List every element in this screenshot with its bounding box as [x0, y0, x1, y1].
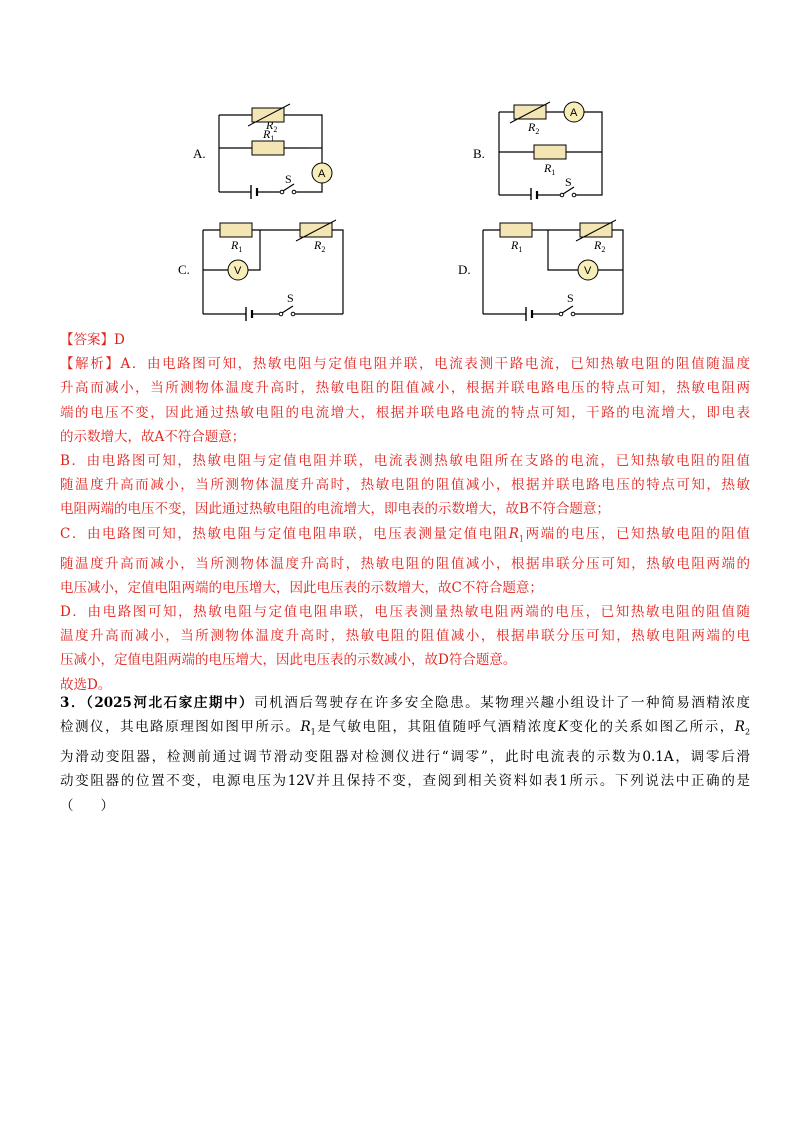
voltmeter-icon-d: V [584, 265, 592, 277]
analysis-b-line-2: 随温度升高而减小，当所测物体温度升高时，热敏电阻的阻值减小，根据并联电路电压的特点可知，热敏 [60, 477, 750, 494]
analysis-a-line-3: 端的电压不变，因此通过热敏电阻的电流增大，根据并联电路电流的特点可知，干路的电流增大，即电表 [60, 404, 750, 421]
r1-label-b: $R_1$ [544, 161, 556, 177]
switch-label-a: S [285, 172, 292, 186]
switch-label-d: S [567, 291, 574, 305]
analysis-c-line-1-pre: C．由电路图可知，热敏电阻与定值电阻串联，电压表测量定值电阻 [60, 525, 509, 542]
ammeter-icon-b: A [570, 107, 578, 119]
analysis-d-line-1: D．由电路图可知，热敏电阻与定值电阻串联，电压表测量热敏电阻两端的电压，已知热敏电阻的阻值随 [60, 603, 750, 620]
analysis-d-line-3: 压减小，定值电阻两端的电压增大，因此电压表的示数减小，故D符合题意。 [60, 652, 517, 669]
r1-label-d: $R_1$ [511, 238, 523, 254]
question-3-r1-var: R [300, 719, 311, 736]
r1-label-c: $R_1$ [231, 238, 243, 254]
question-3-line-1-text: 司机酒后驾驶存在许多安全隐患。某物理兴趣小组设计了一种简易酒精浓度 [254, 695, 750, 711]
analysis-c-line-3: 电压减小，定值电阻两端的电压增大，因此电压表的示数增大，故C不符合题意； [60, 579, 543, 596]
answer-line [60, 328, 750, 352]
analysis-b-line-1: B．由电路图可知，热敏电阻与定值电阻并联，电流表测热敏电阻所在支路的电流，已知热敏电阻的阻值 [60, 453, 750, 470]
voltmeter-icon-c: V [234, 265, 242, 277]
question-3-line-4: 动变阻器的位置不变，电源电压为12V并且保持不变，查阅到相关资料如表1所示。下列说法中正确的是 [60, 773, 750, 790]
question-3-k-var: K [557, 719, 568, 736]
r1-label-a: $R_1$ [263, 127, 275, 143]
analysis-c-var: R [508, 525, 519, 542]
r2-label-d: $R_2$ [594, 238, 606, 254]
analysis-d-line-2: 温度升高而减小，当所测物体温度升高时，热敏电阻的阻值减小，根据串联分压可知，热敏电阻两端的电 [60, 628, 750, 645]
analysis-c-line-1 [60, 522, 750, 552]
circuit-diagram-b [494, 100, 614, 200]
question-3-line-5: （ ） [60, 797, 114, 814]
question-3-r1-sub: 1 [310, 727, 316, 737]
analysis-tag: 【解析】 [60, 356, 121, 373]
option-c-label: C. [178, 262, 190, 277]
question-3-r2-var: R [734, 719, 745, 736]
r2-label-b: $R_2$ [528, 120, 540, 136]
question-3-line-2-pre: 检测仪，其电路原理图如图甲所示。 [60, 719, 301, 736]
question-3-number: 3． [60, 695, 87, 711]
option-d-label: D. [458, 262, 471, 277]
analysis-a-line-2: 升高而减小，当所测物体温度升高时，热敏电阻的阻值减小，根据并联电路电压的特点可知，热敏电阻两 [60, 380, 750, 397]
circuit-diagram-a [214, 100, 344, 200]
circuit-diagram-c [198, 218, 348, 323]
analysis-c-line-1-post: 两端的电压，已知热敏电阻的阻值 [524, 525, 750, 542]
question-3-source: （2025河北石家庄期中） [86, 695, 255, 711]
option-b-label: B. [473, 146, 485, 161]
analysis-a-line-1: A．由电路图可知，热敏电阻与定值电阻并联，电流表测干路电流，已知热敏电阻的阻值随温度 [120, 356, 750, 373]
answer-section [60, 328, 750, 697]
r2-label-a: $R_2$ [266, 118, 278, 134]
question-3-line-2-post: 变化的关系如图乙所示， [567, 719, 735, 736]
question-3-r2-sub: 2 [744, 727, 750, 737]
answer-value: D [114, 332, 125, 348]
circuit-diagram-d [478, 218, 628, 323]
switch-label-b: S [565, 175, 572, 189]
analysis-conclusion: 故选D。 [60, 676, 112, 693]
question-3-line-2 [60, 715, 750, 745]
analysis-a-line-4: 的示数增大，故A不符合题意； [60, 428, 246, 445]
ammeter-icon-a: A [318, 168, 326, 180]
r2-label-c: $R_2$ [314, 238, 326, 254]
analysis-c-var-sub: 1 [518, 534, 525, 544]
question-3-line-3: 为滑动变阻器，检测前通过调节滑动变阻器对检测仪进行“调零”，此时电流表的示数为0.1A，调零后滑 [60, 749, 750, 766]
analysis-line [60, 352, 750, 376]
question-3-line-1 [60, 691, 750, 715]
question-3 [60, 691, 750, 818]
switch-label-c: S [287, 291, 294, 305]
option-a-label: A. [193, 146, 206, 161]
analysis-c-line-2: 随温度升高而减小，当所测物体温度升高时，热敏电阻的阻值减小，根据串联分压可知，热敏电阻两端的 [60, 555, 750, 572]
analysis-b-line-3: 电阻两端的电压不变，因此通过热敏电阻的电流增大，即电表的示数增大，故B不符合题意； [60, 501, 610, 518]
question-3-line-2-mid: 是气敏电阻，其阻值随呼气酒精浓度 [315, 719, 558, 736]
answer-tag: 【答案】 [60, 332, 114, 348]
